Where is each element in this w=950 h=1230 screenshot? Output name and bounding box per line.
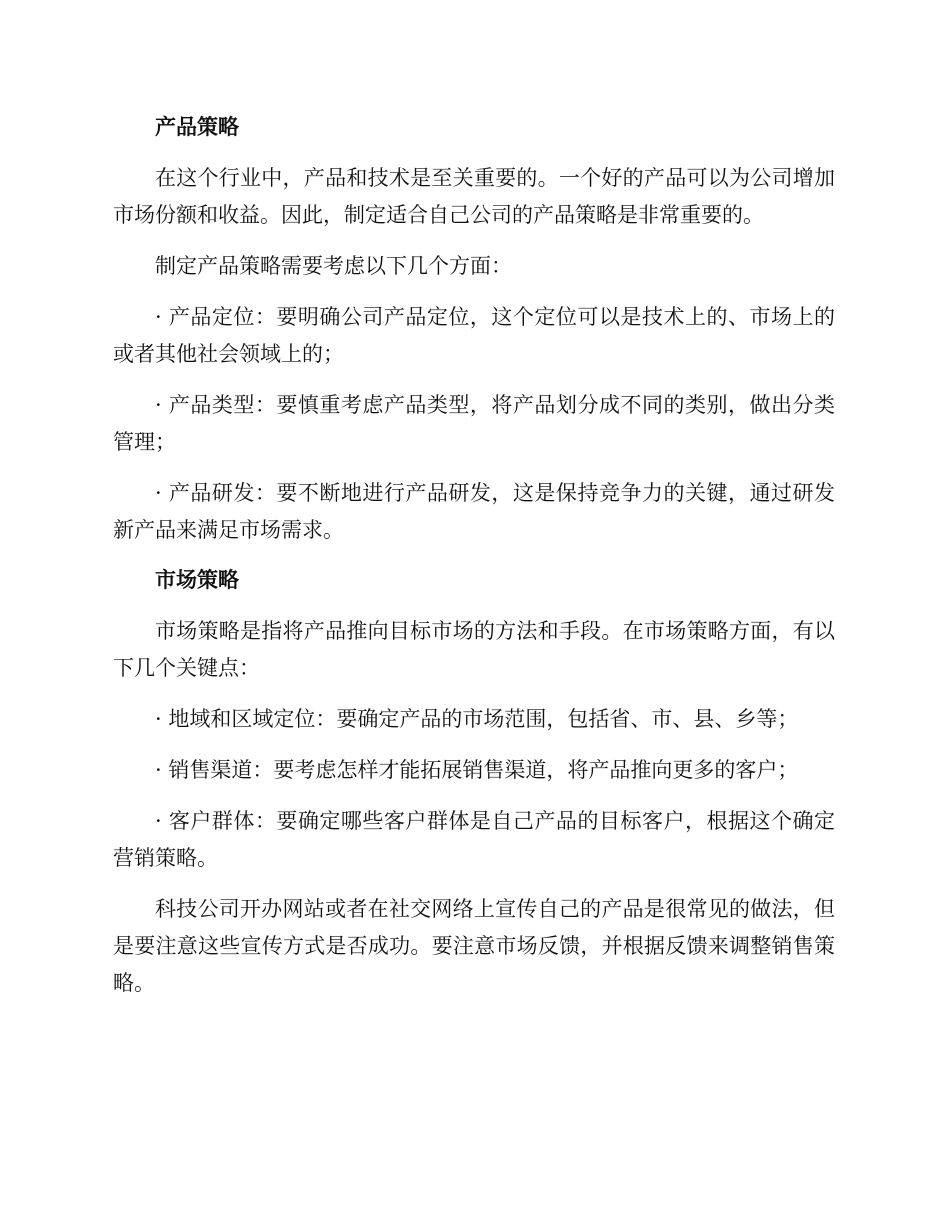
document-body (113, 110, 835, 1002)
bullet-regional-positioning: · 地域和区域定位：要确定产品的市场范围，包括省、市、县、乡等； (155, 707, 799, 731)
paragraph-product-aspects-lead: 制定产品策略需要考虑以下几个方面： (155, 254, 512, 278)
paragraph-market-intro: 市场策略是指将产品推向目标市场的方法和手段。在市场策略方面，有以下几个关键点： (113, 619, 835, 680)
bullet-product-type: · 产品类型：要慎重考虑产品类型，将产品划分成不同的类别，做出分类管理； (113, 393, 835, 454)
paragraph-market-closing: 科技公司开办网站或者在社交网络上宣传自己的产品是很常见的做法，但是要注意这些宣传方式是否成功。要注意市场反馈，并根据反馈来调整销售策略。 (113, 897, 835, 995)
bullet-product-positioning: · 产品定位：要明确公司产品定位，这个定位可以是技术上的、市场上的或者其他社会领域上的； (113, 305, 835, 366)
bullet-sales-channels: · 销售渠道：要考虑怎样才能拓展销售渠道，将产品推向更多的客户； (155, 758, 799, 782)
bullet-customer-groups: · 客户群体：要确定哪些客户群体是自己产品的目标客户，根据这个确定营销策略。 (113, 809, 835, 870)
paragraph-product-intro: 在这个行业中，产品和技术是至关重要的。一个好的产品可以为公司增加市场份额和收益。因此，制定适合自己公司的产品策略是非常重要的。 (113, 166, 835, 227)
section-heading-product-strategy: 产品策略 (155, 115, 239, 139)
section-heading-market-strategy: 市场策略 (155, 568, 239, 592)
bullet-product-rnd: · 产品研发：要不断地进行产品研发，这是保持竞争力的关键，通过研发新产品来满足市场需求。 (113, 481, 835, 542)
